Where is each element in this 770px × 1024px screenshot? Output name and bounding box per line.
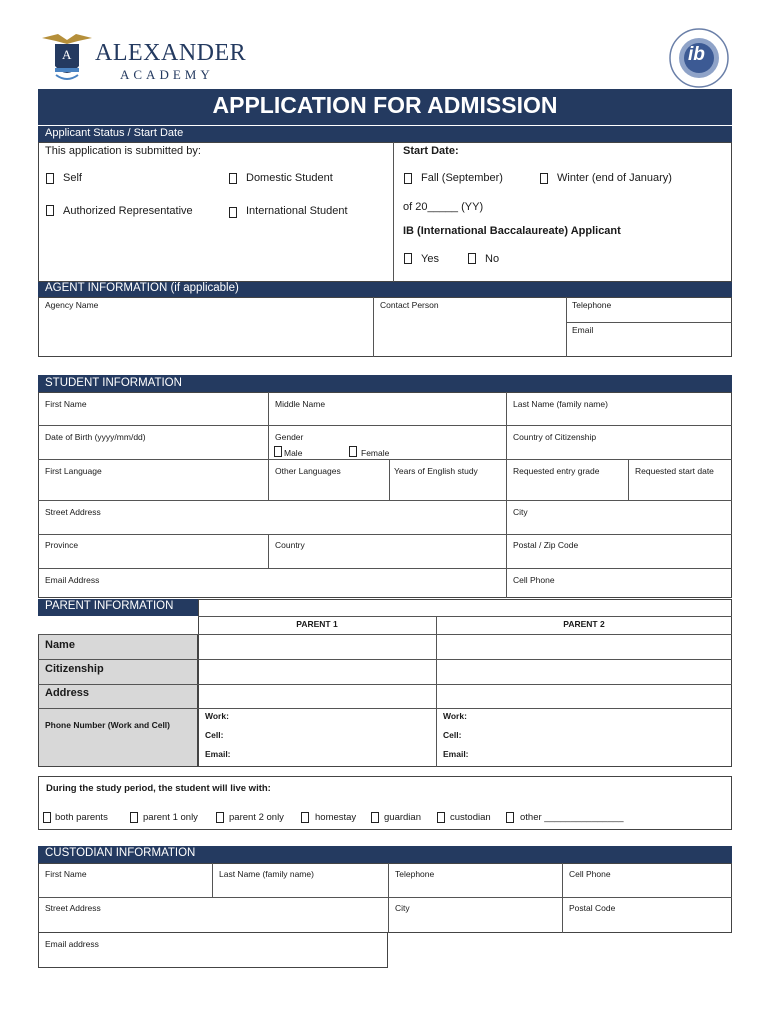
postal-zip-field[interactable]: Postal / Zip Code (513, 540, 579, 550)
status-section-label: Applicant Status / Start Date (45, 127, 184, 139)
self-label: Self (63, 172, 82, 184)
parent-address-label: Address (45, 687, 90, 699)
start-date-label: Start Date: (403, 145, 459, 157)
parent2-address-field[interactable] (437, 685, 731, 707)
country-field[interactable]: Country (275, 540, 305, 550)
custodian-table (38, 863, 732, 933)
ib-no-checkbox[interactable] (468, 253, 476, 264)
custodian-city-field[interactable]: City (395, 903, 410, 913)
male-label: Male (284, 448, 303, 458)
ib-yes-label: Yes (421, 253, 439, 265)
ib-logo (668, 27, 730, 89)
self-checkbox[interactable] (46, 173, 54, 184)
parent2-work-field[interactable]: Work: (443, 711, 467, 721)
ib-no-label: No (485, 253, 500, 265)
parent2-name-field[interactable] (437, 635, 731, 658)
gender-label: Gender (275, 432, 304, 442)
start-year-field[interactable]: of 20_____ (YY) (403, 201, 484, 213)
parent-phone-label: Phone Number (Work and Cell) (45, 720, 170, 730)
female-checkbox[interactable] (349, 446, 357, 457)
guardian-label: guardian (384, 812, 421, 823)
other-languages-field[interactable]: Other Languages (275, 466, 341, 476)
custodian-email-field[interactable]: Email address (45, 939, 99, 949)
other-label[interactable]: other _______________ (520, 812, 624, 823)
parent1-email-field[interactable]: Email: (205, 749, 231, 759)
agency-name-field[interactable]: Agency Name (45, 300, 99, 310)
custodian-first-name-field[interactable]: First Name (45, 869, 87, 879)
student-middle-name-field[interactable]: Middle Name (275, 399, 326, 409)
parent1-only-label: parent 1 only (143, 812, 198, 823)
agent-email-field[interactable]: Email (572, 325, 594, 335)
male-checkbox[interactable] (274, 446, 282, 457)
student-city-field[interactable]: City (513, 507, 528, 517)
parent1-header: PARENT 1 (296, 619, 338, 629)
authorized-representative-checkbox[interactable] (46, 205, 54, 216)
logo-word-academy: ACADEMY (120, 67, 214, 82)
province-field[interactable]: Province (45, 540, 79, 550)
custodian-street-address-field[interactable]: Street Address (45, 903, 101, 913)
agent-telephone-field[interactable]: Telephone (572, 300, 612, 310)
crest-letter: A (62, 47, 72, 62)
requested-entry-grade-field[interactable]: Requested entry grade (513, 466, 600, 476)
parent2-only-checkbox[interactable] (216, 812, 224, 823)
parent1-only-checkbox[interactable] (130, 812, 138, 823)
ib-yes-checkbox[interactable] (404, 253, 412, 264)
ib-applicant-label: IB (International Baccalaureate) Applicant (403, 225, 621, 237)
custodian-postal-code-field[interactable]: Postal Code (569, 903, 616, 913)
first-language-field[interactable]: First Language (45, 466, 102, 476)
parent2-only-label: parent 2 only (229, 812, 284, 823)
both-parents-label: both parents (55, 812, 108, 823)
parent1-address-field[interactable] (199, 685, 435, 707)
custodian-section-label: CUSTODIAN INFORMATION (45, 847, 196, 859)
agent-section-label: AGENT INFORMATION (if applicable) (45, 282, 239, 294)
fall-label: Fall (September) (421, 172, 503, 184)
custodian-checkbox[interactable] (437, 812, 445, 823)
domestic-student-label: Domestic Student (246, 172, 333, 184)
custodian-label: custodian (450, 812, 491, 823)
winter-checkbox[interactable] (540, 173, 548, 184)
guardian-checkbox[interactable] (371, 812, 379, 823)
country-citizenship-field[interactable]: Country of Citizenship (513, 432, 597, 442)
student-cell-phone-field[interactable]: Cell Phone (513, 575, 555, 585)
custodian-telephone-field[interactable]: Telephone (395, 869, 435, 879)
status-divider (393, 142, 394, 282)
parent1-citizenship-field[interactable] (199, 660, 435, 683)
other-checkbox[interactable] (506, 812, 514, 823)
ib-logo-letters: ib (688, 44, 705, 65)
both-parents-checkbox[interactable] (43, 812, 51, 823)
submitted-by-label: This application is submitted by: (45, 145, 201, 157)
female-label: Female (361, 448, 390, 458)
student-last-name-field[interactable]: Last Name (family name) (513, 399, 608, 409)
parent-section-label: PARENT INFORMATION (45, 600, 174, 612)
homestay-label: homestay (315, 812, 357, 823)
authorized-representative-label: Authorized Representative (63, 205, 193, 217)
custodian-email-cell (38, 932, 388, 968)
years-english-field[interactable]: Years of English study (394, 466, 478, 476)
international-student-checkbox[interactable] (229, 207, 237, 218)
student-street-address-field[interactable]: Street Address (45, 507, 101, 517)
contact-person-field[interactable]: Contact Person (380, 300, 439, 310)
page-title: APPLICATION FOR ADMISSION (212, 92, 558, 118)
dob-field[interactable]: Date of Birth (yyyy/mm/dd) (45, 432, 146, 442)
parent2-cell-field[interactable]: Cell: (443, 730, 462, 740)
parent1-cell-field[interactable]: Cell: (205, 730, 224, 740)
parent2-citizenship-field[interactable] (437, 660, 731, 683)
requested-start-date-field[interactable]: Requested start date (635, 466, 714, 476)
student-email-field[interactable]: Email Address (45, 575, 100, 585)
parent1-work-field[interactable]: Work: (205, 711, 229, 721)
logo-word-alexander: ALEXANDER (95, 40, 247, 66)
living-question: During the study period, the student will live with: (46, 783, 271, 794)
student-section-label: STUDENT INFORMATION (45, 377, 182, 389)
parent1-name-field[interactable] (199, 635, 435, 658)
parent-name-label: Name (45, 639, 75, 651)
custodian-last-name-field[interactable]: Last Name (family name) (219, 869, 314, 879)
parent-row-labels-bg (38, 634, 198, 767)
student-first-name-field[interactable]: First Name (45, 399, 87, 409)
homestay-checkbox[interactable] (301, 812, 309, 823)
parent2-email-field[interactable]: Email: (443, 749, 469, 759)
parent-citizenship-label: Citizenship (45, 663, 104, 675)
international-student-label: International Student (246, 205, 348, 217)
fall-checkbox[interactable] (404, 173, 412, 184)
winter-label: Winter (end of January) (557, 172, 672, 184)
parent2-header: PARENT 2 (563, 619, 605, 629)
domestic-student-checkbox[interactable] (229, 173, 237, 184)
custodian-cell-phone-field[interactable]: Cell Phone (569, 869, 611, 879)
alexander-academy-logo (38, 28, 248, 88)
